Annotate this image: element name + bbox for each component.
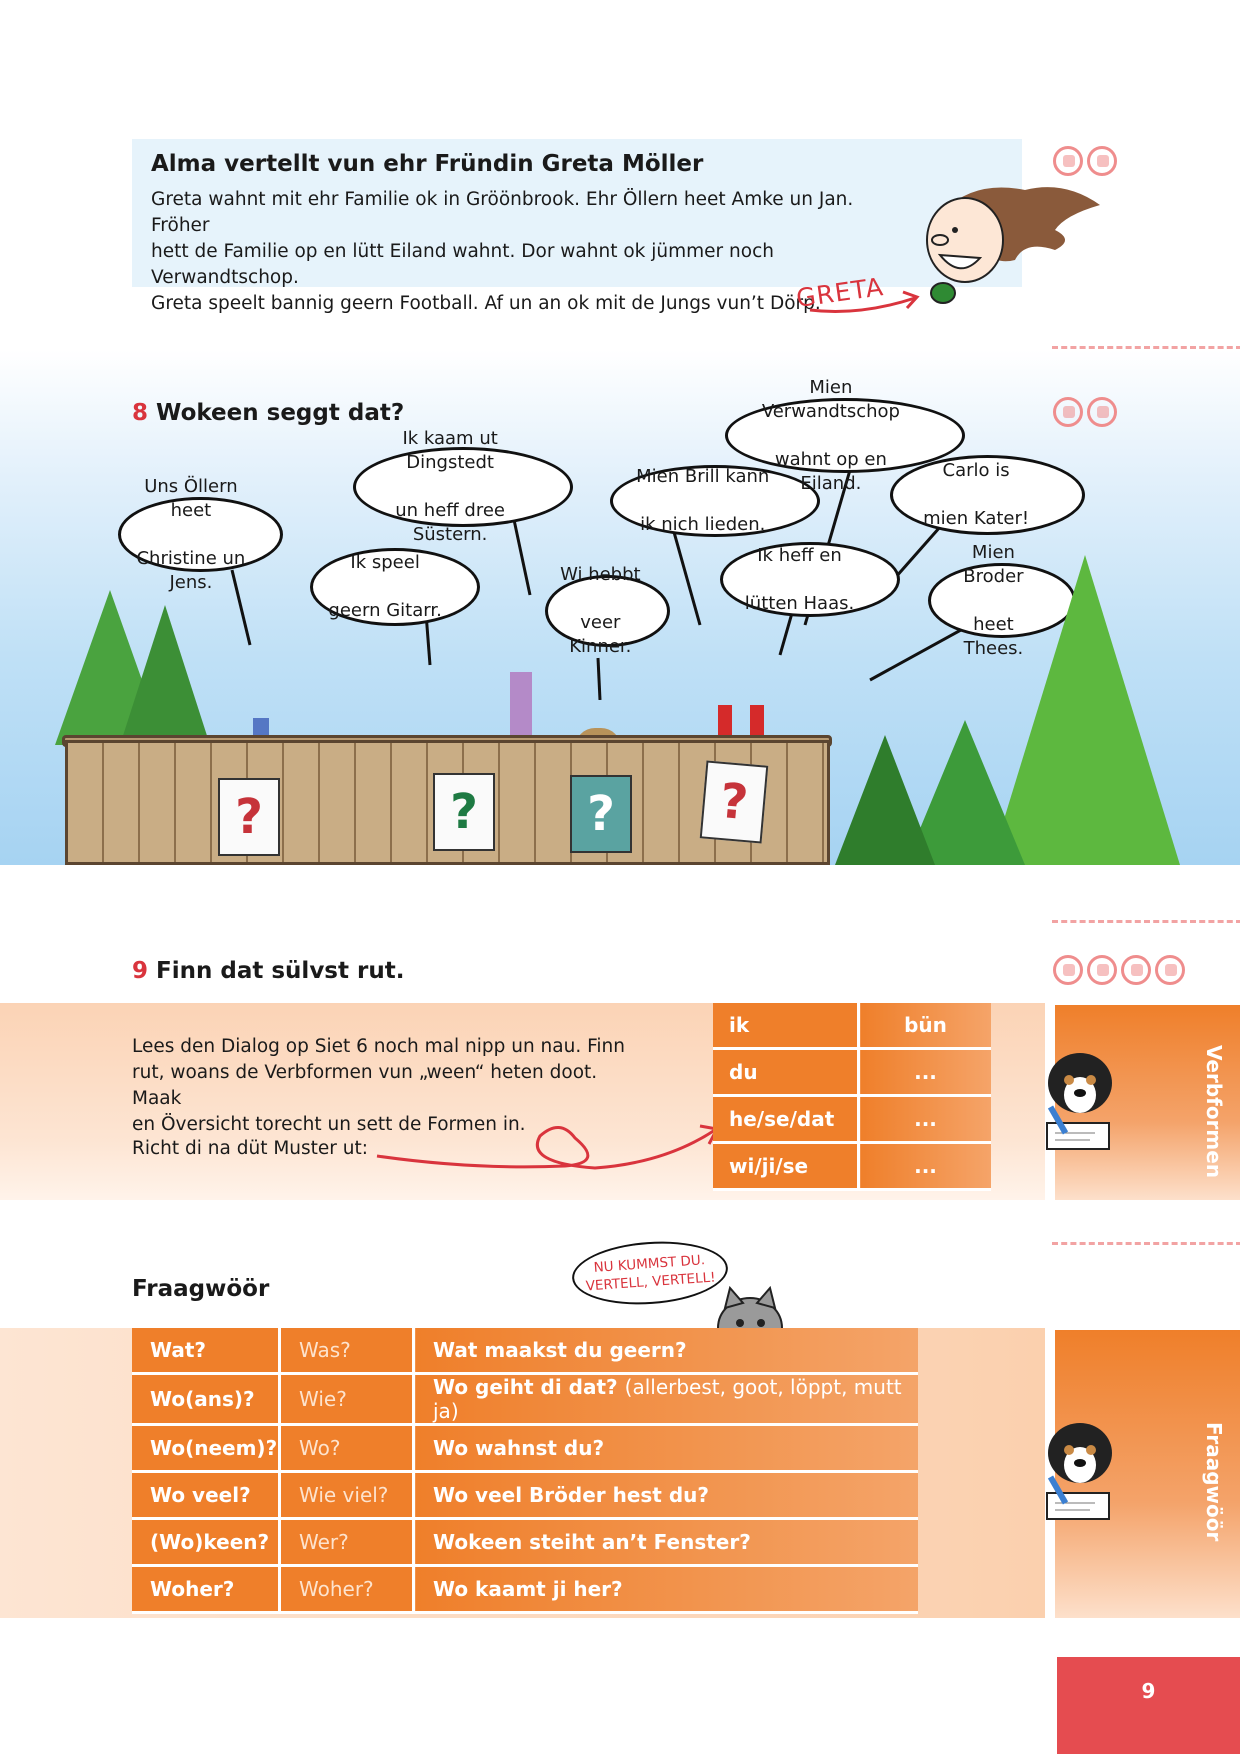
loop-arrow-icon (375, 1108, 725, 1178)
speech-bubble: Wi hebbt veer Kinner. (545, 575, 670, 647)
side-tab-label: Fraagwöör (1202, 1422, 1226, 1542)
speech-bubble: Ik kaam ut Dingstedt un heff dree Süstern. (353, 447, 573, 527)
fraagwoor-title: Fraagwöör (132, 1276, 270, 1302)
hochdeutsch-cell: Wie viel? (280, 1472, 414, 1519)
dog-illustration (1035, 1415, 1125, 1525)
plattdeutsch-cell: Wo(ans)? (132, 1374, 280, 1425)
intro-line: hett de Familie op en lütt Eiland wahnt. Dor wahnt ok jümmer noch Verwandtschop. (151, 241, 774, 288)
plattdeutsch-cell: Wat? (132, 1328, 280, 1374)
intro-title: Alma vertellt vun ehr Fründin Greta Möller (151, 151, 704, 177)
speech-bubble: Uns Öllern heet Christine un Jens. (118, 497, 283, 572)
exercise-9-title (132, 958, 404, 984)
question-words-table (132, 1328, 918, 1614)
exercise-9-hint: Richt di na düt Muster ut: (132, 1138, 368, 1159)
book-icon (1087, 146, 1117, 176)
form-cell: ... (859, 1096, 992, 1143)
table-row (132, 1472, 918, 1519)
table-row (713, 1049, 991, 1096)
hochdeutsch-cell: Woher? (280, 1566, 414, 1613)
exercise-number: 8 (132, 400, 149, 426)
plattdeutsch-cell: Wo veel? (132, 1472, 280, 1519)
table-row (132, 1374, 918, 1425)
exercise-9-text: Lees den Dialog op Siet 6 noch mal nipp un nau. Finn rut, woans de Verbformen vun „ween“ heten doot. Maak en Översicht torecht un sett de Formen in. (132, 1036, 625, 1135)
section-icons (1053, 955, 1185, 985)
table-row (132, 1328, 918, 1374)
question-sign: ? (570, 775, 632, 853)
example-cell: Wat maakst du geern? (414, 1328, 919, 1374)
pen-icon (1155, 955, 1185, 985)
plattdeutsch-cell: (Wo)keen? (132, 1519, 280, 1566)
greta-illustration (905, 170, 1105, 310)
cat-speech-bubble: NU KUMMST DU. VERTELL, VERTELL! (570, 1237, 730, 1310)
intro-line: Greta speelt bannig geern Football. Af un an ok mit de Jungs vun’t Dörp. (151, 293, 821, 314)
speech-icon (1121, 955, 1151, 985)
hochdeutsch-cell: Wer? (280, 1519, 414, 1566)
intro-box (132, 139, 1022, 314)
tree-illustration (835, 735, 935, 865)
dog-illustration (1035, 1045, 1125, 1155)
speech-bubble: Mien Verwandtschop wahnt op en Eiland. (725, 398, 965, 473)
verb-table (713, 1003, 991, 1191)
pronoun-cell: du (713, 1049, 859, 1096)
example-cell: Wokeen steiht an’t Fenster? (414, 1519, 919, 1566)
pronoun-cell: wi/ji/se (713, 1143, 859, 1190)
table-row (132, 1425, 918, 1472)
table-row (713, 1096, 991, 1143)
table-row (713, 1003, 991, 1049)
example-cell: Wo geiht di dat? (allerbest, goot, löppt, mutt ja) (414, 1374, 919, 1425)
plattdeutsch-cell: Woher? (132, 1566, 280, 1613)
question-sign: ? (700, 760, 769, 843)
greta-label: GRETA (794, 272, 886, 313)
tree-illustration (120, 605, 210, 745)
exercise-title: Wokeen seggt dat? (156, 400, 405, 426)
question-sign: ? (433, 773, 495, 851)
hochdeutsch-cell: Was? (280, 1328, 414, 1374)
speech-bubble: Ik speel geern Gitarr. (310, 548, 480, 626)
example-cell: Wo veel Bröder hest du? (414, 1472, 919, 1519)
exercise-title: Finn dat sülvst rut. (156, 958, 405, 984)
table-row (132, 1519, 918, 1566)
side-tab-label: Verbformen (1202, 1045, 1226, 1179)
speech-bubble: Mien Broder heet Thees. (928, 563, 1076, 638)
question-sign: ? (218, 778, 280, 856)
form-cell: ... (859, 1143, 992, 1190)
fence-illustration (65, 740, 830, 865)
form-cell: bün (859, 1003, 992, 1049)
plattdeutsch-cell: Wo(neem)? (132, 1425, 280, 1472)
intro-line: Greta wahnt mit ehr Familie ok in Gröönbrook. Ehr Öllern heet Amke un Jan. Fröher (151, 189, 854, 236)
example-cell: Wo wahnst du? (414, 1425, 919, 1472)
exercise-number: 9 (132, 958, 149, 984)
speech-bubble: Carlo is mien Kater! (890, 455, 1085, 535)
speech-bubble: Ik heff en lütten Haas. (720, 542, 900, 617)
hochdeutsch-cell: Wie? (280, 1374, 414, 1425)
example-cell: Wo kaamt ji her? (414, 1566, 919, 1613)
divider (1052, 1242, 1240, 1245)
head-icon (1053, 955, 1083, 985)
divider (1052, 346, 1240, 349)
pronoun-cell: he/se/dat (713, 1096, 859, 1143)
hochdeutsch-cell: Wo? (280, 1425, 414, 1472)
table-row (713, 1143, 991, 1190)
speech-bubble: Mien Brill kann ik nich lieden. (610, 465, 820, 537)
ear-icon (1053, 146, 1083, 176)
divider (1052, 920, 1240, 923)
form-cell: ... (859, 1049, 992, 1096)
pronoun-cell: ik (713, 1003, 859, 1049)
section-icons (1053, 146, 1117, 176)
table-row (132, 1566, 918, 1613)
page-number: 9 (1057, 1657, 1240, 1754)
book-icon (1087, 955, 1117, 985)
